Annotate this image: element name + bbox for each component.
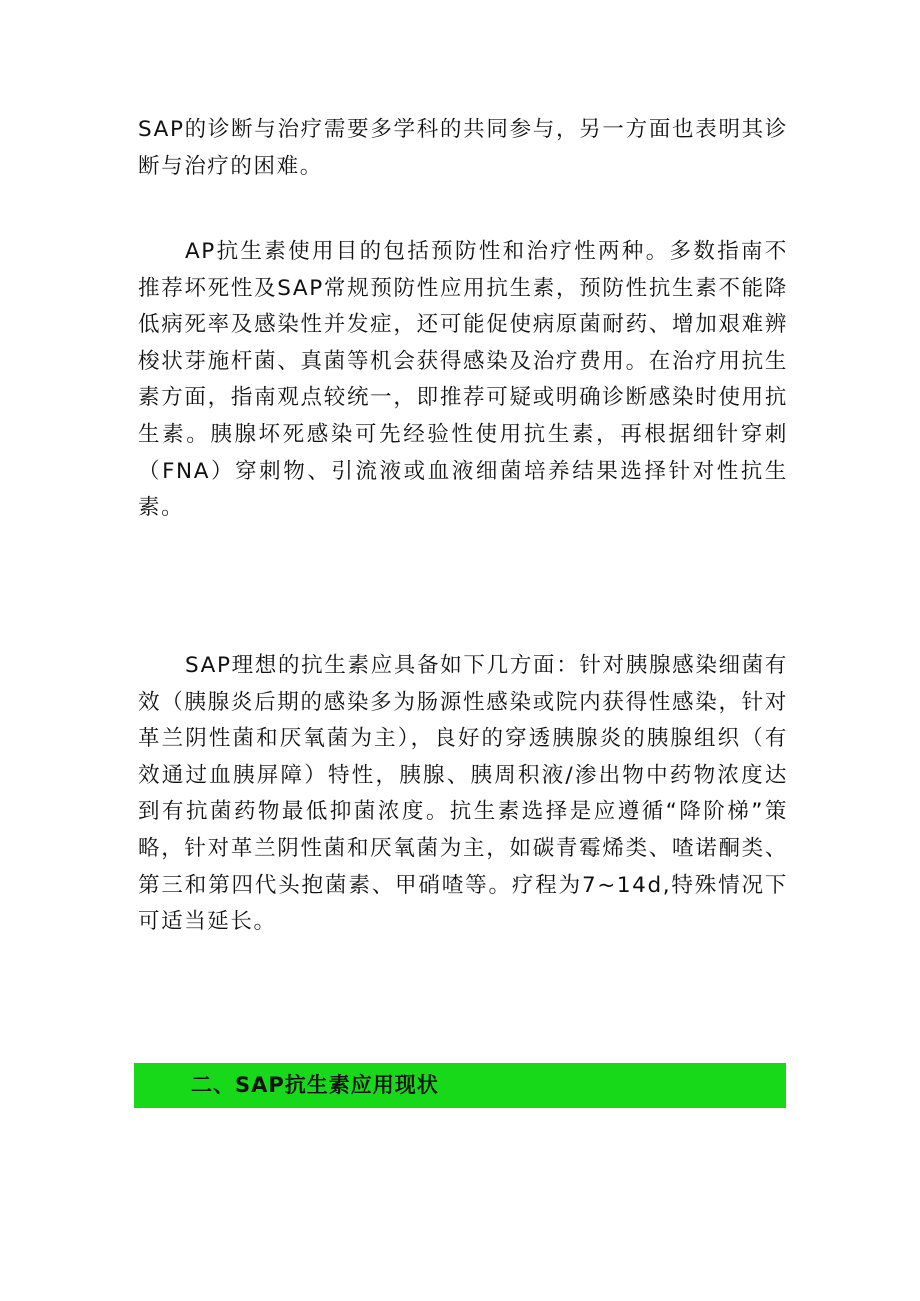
paragraph-sap-diagnosis: SAP的诊断与治疗需要多学科的共同参与，另一方面也表明其诊断与治疗的困难。: [138, 117, 788, 179]
paragraph-ideal-antibiotic: SAP理想的抗生素应具备如下几方面：针对胰腺感染细菌有效（胰腺炎后期的感染多为肠源性感染或院内获得性感染，针对革兰阴性菌和厌氧菌为主），良好的穿透胰腺炎的胰腺组织（有效通过血胰屏障）特性，胰腺、胰周积液/渗出物中药物浓度达到有抗菌药物最低抑菌浓度。抗生素选择是应遵循“降阶梯”策略，针对革兰阴性菌和厌氧菌为主，如碳青霉烯类、喳诺酮类、第三和第四代头抱菌素、甲硝喳等。疗程为7~14d,特殊情况下可适当延长。: [138, 653, 788, 935]
section-heading-bar: [134, 1063, 786, 1108]
section-heading: 二、SAP抗生素应用现状: [191, 1073, 439, 1097]
paragraph-antibiotic-purpose: AP抗生素使用目的包括预防性和治疗性两种。多数指南不推荐坏死性及SAP常规预防性应用抗生素，预防性抗生素不能降低病死率及感染性并发症，还可能促使病原菌耐药、增加艰难辨梭状芽施杆菌、真菌等机会获得感染及治疗费用。在治疗用抗生素方面，指南观点较统一，即推荐可疑或明确诊断感染时使用抗生素。胰腺坏死感染可先经验性使用抗生素，再根据细针穿刺（FNA）穿刺物、引流液或血液细菌培养结果选择针对性抗生素。: [138, 239, 788, 521]
